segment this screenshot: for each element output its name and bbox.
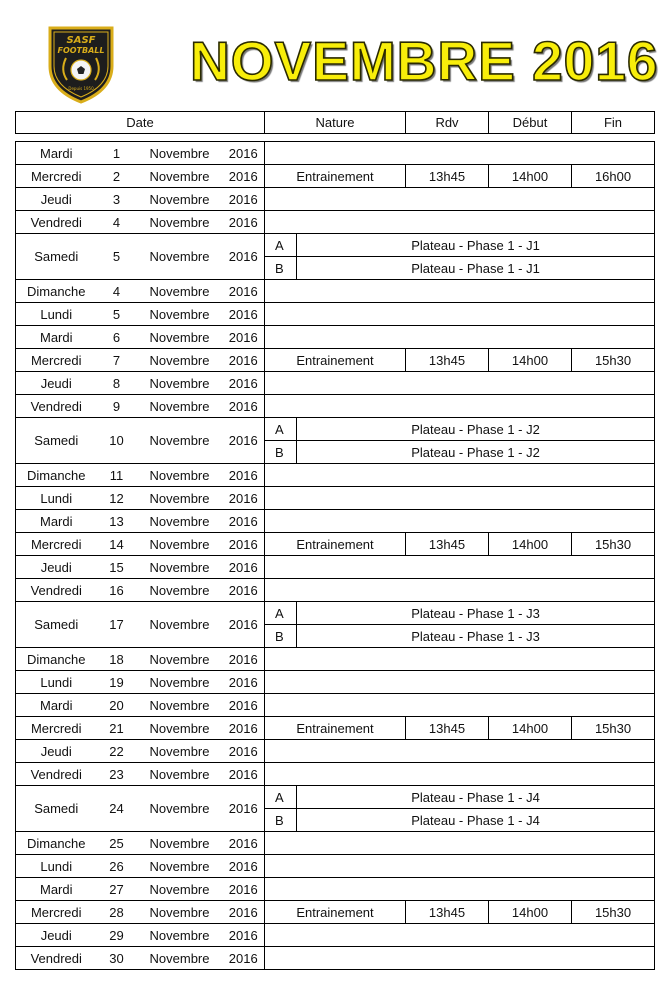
month-name: Novembre xyxy=(137,349,223,372)
day-number: 30 xyxy=(97,947,137,970)
session-rdv: 13h45 xyxy=(406,901,489,924)
day-number: 3 xyxy=(97,188,137,211)
session-fin: 15h30 xyxy=(572,901,655,924)
empty-activity xyxy=(265,556,655,579)
year: 2016 xyxy=(223,188,265,211)
month-name: Novembre xyxy=(137,901,223,924)
empty-activity xyxy=(265,947,655,970)
day-row xyxy=(16,648,655,671)
day-number: 8 xyxy=(97,372,137,395)
empty-activity xyxy=(265,671,655,694)
plateau-b: Plateau - Phase 1 - J1 xyxy=(297,257,655,280)
day-row xyxy=(16,372,655,395)
year: 2016 xyxy=(223,740,265,763)
day-number: 14 xyxy=(97,533,137,556)
empty-activity xyxy=(265,924,655,947)
session-nature: Entrainement xyxy=(265,165,406,188)
day-row xyxy=(16,211,655,234)
day-row xyxy=(16,395,655,418)
day-name: Mercredi xyxy=(16,717,97,740)
day-name: Lundi xyxy=(16,303,97,326)
empty-activity xyxy=(265,326,655,349)
year: 2016 xyxy=(223,510,265,533)
month-name: Novembre xyxy=(137,326,223,349)
plateau-b: Plateau - Phase 1 - J3 xyxy=(297,625,655,648)
session-nature: Entrainement xyxy=(265,901,406,924)
year: 2016 xyxy=(223,487,265,510)
day-number: 12 xyxy=(97,487,137,510)
month-name: Novembre xyxy=(137,372,223,395)
session-nature: Entrainement xyxy=(265,349,406,372)
month-name: Novembre xyxy=(137,142,223,165)
day-row xyxy=(16,165,655,188)
logo-line1: SASF xyxy=(66,35,96,46)
day-number: 26 xyxy=(97,855,137,878)
day-row xyxy=(16,832,655,855)
day-row xyxy=(16,947,655,970)
col-date: Date xyxy=(16,112,265,134)
month-name: Novembre xyxy=(137,280,223,303)
year: 2016 xyxy=(223,878,265,901)
day-number: 18 xyxy=(97,648,137,671)
month-name: Novembre xyxy=(137,418,223,464)
year: 2016 xyxy=(223,372,265,395)
year: 2016 xyxy=(223,533,265,556)
year: 2016 xyxy=(223,556,265,579)
day-row xyxy=(16,556,655,579)
month-name: Novembre xyxy=(137,740,223,763)
day-number: 17 xyxy=(97,602,137,648)
session-rdv: 13h45 xyxy=(406,533,489,556)
day-number: 24 xyxy=(97,786,137,832)
empty-activity xyxy=(265,855,655,878)
day-row xyxy=(16,326,655,349)
day-name: Mardi xyxy=(16,142,97,165)
session-debut: 14h00 xyxy=(489,717,572,740)
session-debut: 14h00 xyxy=(489,349,572,372)
col-debut: Début xyxy=(489,112,572,134)
year: 2016 xyxy=(223,602,265,648)
year: 2016 xyxy=(223,855,265,878)
empty-activity xyxy=(265,188,655,211)
day-name: Jeudi xyxy=(16,740,97,763)
day-name: Samedi xyxy=(16,786,97,832)
year: 2016 xyxy=(223,579,265,602)
day-row xyxy=(16,855,655,878)
day-row xyxy=(16,280,655,303)
day-number: 20 xyxy=(97,694,137,717)
day-number: 7 xyxy=(97,349,137,372)
day-name: Vendredi xyxy=(16,395,97,418)
month-name: Novembre xyxy=(137,855,223,878)
day-number: 13 xyxy=(97,510,137,533)
empty-activity xyxy=(265,142,655,165)
day-number: 25 xyxy=(97,832,137,855)
day-number: 10 xyxy=(97,418,137,464)
day-row xyxy=(16,901,655,924)
session-debut: 14h00 xyxy=(489,901,572,924)
month-name: Novembre xyxy=(137,303,223,326)
empty-activity xyxy=(265,694,655,717)
year: 2016 xyxy=(223,142,265,165)
col-rdv: Rdv xyxy=(406,112,489,134)
month-name: Novembre xyxy=(137,717,223,740)
empty-activity xyxy=(265,648,655,671)
month-name: Novembre xyxy=(137,602,223,648)
empty-activity xyxy=(265,740,655,763)
month-name: Novembre xyxy=(137,947,223,970)
day-number: 4 xyxy=(97,211,137,234)
col-nature: Nature xyxy=(265,112,406,134)
day-name: Dimanche xyxy=(16,648,97,671)
day-number: 23 xyxy=(97,763,137,786)
day-name: Dimanche xyxy=(16,280,97,303)
day-number: 16 xyxy=(97,579,137,602)
day-name: Mercredi xyxy=(16,349,97,372)
empty-activity xyxy=(265,372,655,395)
plateau-b: Plateau - Phase 1 - J2 xyxy=(297,441,655,464)
year: 2016 xyxy=(223,924,265,947)
year: 2016 xyxy=(223,464,265,487)
year: 2016 xyxy=(223,717,265,740)
page-title: NOVEMBRE 2016 xyxy=(190,30,659,92)
month-name: Novembre xyxy=(137,211,223,234)
plateau-b: Plateau - Phase 1 - J4 xyxy=(297,809,655,832)
schedule-table xyxy=(15,141,655,970)
plateau-a: Plateau - Phase 1 - J3 xyxy=(297,602,655,625)
day-name: Vendredi xyxy=(16,947,97,970)
day-name: Vendredi xyxy=(16,211,97,234)
month-name: Novembre xyxy=(137,165,223,188)
day-name: Samedi xyxy=(16,418,97,464)
year: 2016 xyxy=(223,763,265,786)
year: 2016 xyxy=(223,418,265,464)
day-name: Mardi xyxy=(16,878,97,901)
month-name: Novembre xyxy=(137,533,223,556)
empty-activity xyxy=(265,211,655,234)
empty-activity xyxy=(265,395,655,418)
day-name: Vendredi xyxy=(16,763,97,786)
day-name: Mardi xyxy=(16,326,97,349)
day-number: 9 xyxy=(97,395,137,418)
day-row xyxy=(16,717,655,740)
day-name: Samedi xyxy=(16,602,97,648)
day-number: 21 xyxy=(97,717,137,740)
day-number: 19 xyxy=(97,671,137,694)
team-b-label: B xyxy=(265,257,297,280)
empty-activity xyxy=(265,763,655,786)
year: 2016 xyxy=(223,786,265,832)
month-name: Novembre xyxy=(137,671,223,694)
day-row xyxy=(16,234,655,257)
day-number: 5 xyxy=(97,303,137,326)
day-row xyxy=(16,349,655,372)
day-row xyxy=(16,763,655,786)
team-a-label: A xyxy=(265,602,297,625)
session-fin: 16h00 xyxy=(572,165,655,188)
session-rdv: 13h45 xyxy=(406,349,489,372)
day-name: Lundi xyxy=(16,671,97,694)
month-name: Novembre xyxy=(137,464,223,487)
logo-line2: FOOTBALL xyxy=(57,46,105,55)
session-debut: 14h00 xyxy=(489,165,572,188)
schedule-header xyxy=(15,111,655,134)
day-number: 11 xyxy=(97,464,137,487)
day-row xyxy=(16,579,655,602)
day-number: 1 xyxy=(97,142,137,165)
day-number: 4 xyxy=(97,280,137,303)
day-name: Lundi xyxy=(16,487,97,510)
plateau-a: Plateau - Phase 1 - J4 xyxy=(297,786,655,809)
month-name: Novembre xyxy=(137,924,223,947)
month-name: Novembre xyxy=(137,694,223,717)
day-number: 29 xyxy=(97,924,137,947)
year: 2016 xyxy=(223,326,265,349)
day-name: Mardi xyxy=(16,694,97,717)
year: 2016 xyxy=(223,165,265,188)
day-row xyxy=(16,487,655,510)
month-name: Novembre xyxy=(137,556,223,579)
year: 2016 xyxy=(223,211,265,234)
month-name: Novembre xyxy=(137,234,223,280)
day-name: Mercredi xyxy=(16,901,97,924)
session-debut: 14h00 xyxy=(489,533,572,556)
day-row xyxy=(16,671,655,694)
year: 2016 xyxy=(223,234,265,280)
team-a-label: A xyxy=(265,234,297,257)
team-b-label: B xyxy=(265,625,297,648)
day-row xyxy=(16,924,655,947)
team-a-label: A xyxy=(265,786,297,809)
empty-activity xyxy=(265,510,655,533)
day-row xyxy=(16,418,655,441)
empty-activity xyxy=(265,579,655,602)
month-name: Novembre xyxy=(137,395,223,418)
day-row xyxy=(16,142,655,165)
day-name: Jeudi xyxy=(16,372,97,395)
session-nature: Entrainement xyxy=(265,717,406,740)
session-nature: Entrainement xyxy=(265,533,406,556)
team-a-label: A xyxy=(265,418,297,441)
year: 2016 xyxy=(223,832,265,855)
day-row xyxy=(16,533,655,556)
day-number: 5 xyxy=(97,234,137,280)
month-name: Novembre xyxy=(137,510,223,533)
month-name: Novembre xyxy=(137,579,223,602)
day-row xyxy=(16,464,655,487)
empty-activity xyxy=(265,280,655,303)
empty-activity xyxy=(265,832,655,855)
month-name: Novembre xyxy=(137,763,223,786)
empty-activity xyxy=(265,487,655,510)
month-name: Novembre xyxy=(137,786,223,832)
day-number: 28 xyxy=(97,901,137,924)
team-b-label: B xyxy=(265,441,297,464)
day-name: Dimanche xyxy=(16,464,97,487)
day-row xyxy=(16,188,655,211)
day-row xyxy=(16,510,655,533)
plateau-a: Plateau - Phase 1 - J1 xyxy=(297,234,655,257)
empty-activity xyxy=(265,878,655,901)
year: 2016 xyxy=(223,671,265,694)
day-name: Dimanche xyxy=(16,832,97,855)
month-name: Novembre xyxy=(137,832,223,855)
year: 2016 xyxy=(223,303,265,326)
month-name: Novembre xyxy=(137,648,223,671)
session-fin: 15h30 xyxy=(572,349,655,372)
year: 2016 xyxy=(223,694,265,717)
month-name: Novembre xyxy=(137,188,223,211)
year: 2016 xyxy=(223,280,265,303)
year: 2016 xyxy=(223,901,265,924)
month-name: Novembre xyxy=(137,878,223,901)
day-row xyxy=(16,694,655,717)
day-row xyxy=(16,303,655,326)
day-name: Lundi xyxy=(16,855,97,878)
day-name: Mardi xyxy=(16,510,97,533)
day-name: Mercredi xyxy=(16,165,97,188)
year: 2016 xyxy=(223,349,265,372)
day-row xyxy=(16,786,655,809)
day-row xyxy=(16,878,655,901)
session-rdv: 13h45 xyxy=(406,165,489,188)
year: 2016 xyxy=(223,395,265,418)
day-name: Samedi xyxy=(16,234,97,280)
logo-line3: Depuis 1950 xyxy=(68,86,94,91)
day-number: 27 xyxy=(97,878,137,901)
year: 2016 xyxy=(223,947,265,970)
day-name: Jeudi xyxy=(16,924,97,947)
year: 2016 xyxy=(223,648,265,671)
day-number: 15 xyxy=(97,556,137,579)
empty-activity xyxy=(265,303,655,326)
day-row xyxy=(16,740,655,763)
team-b-label: B xyxy=(265,809,297,832)
session-rdv: 13h45 xyxy=(406,717,489,740)
day-number: 2 xyxy=(97,165,137,188)
day-name: Vendredi xyxy=(16,579,97,602)
club-logo xyxy=(46,24,116,104)
day-row xyxy=(16,602,655,625)
month-name: Novembre xyxy=(137,487,223,510)
day-name: Jeudi xyxy=(16,188,97,211)
day-name: Jeudi xyxy=(16,556,97,579)
day-number: 6 xyxy=(97,326,137,349)
col-fin: Fin xyxy=(572,112,655,134)
session-fin: 15h30 xyxy=(572,533,655,556)
day-number: 22 xyxy=(97,740,137,763)
empty-activity xyxy=(265,464,655,487)
day-name: Mercredi xyxy=(16,533,97,556)
plateau-a: Plateau - Phase 1 - J2 xyxy=(297,418,655,441)
session-fin: 15h30 xyxy=(572,717,655,740)
